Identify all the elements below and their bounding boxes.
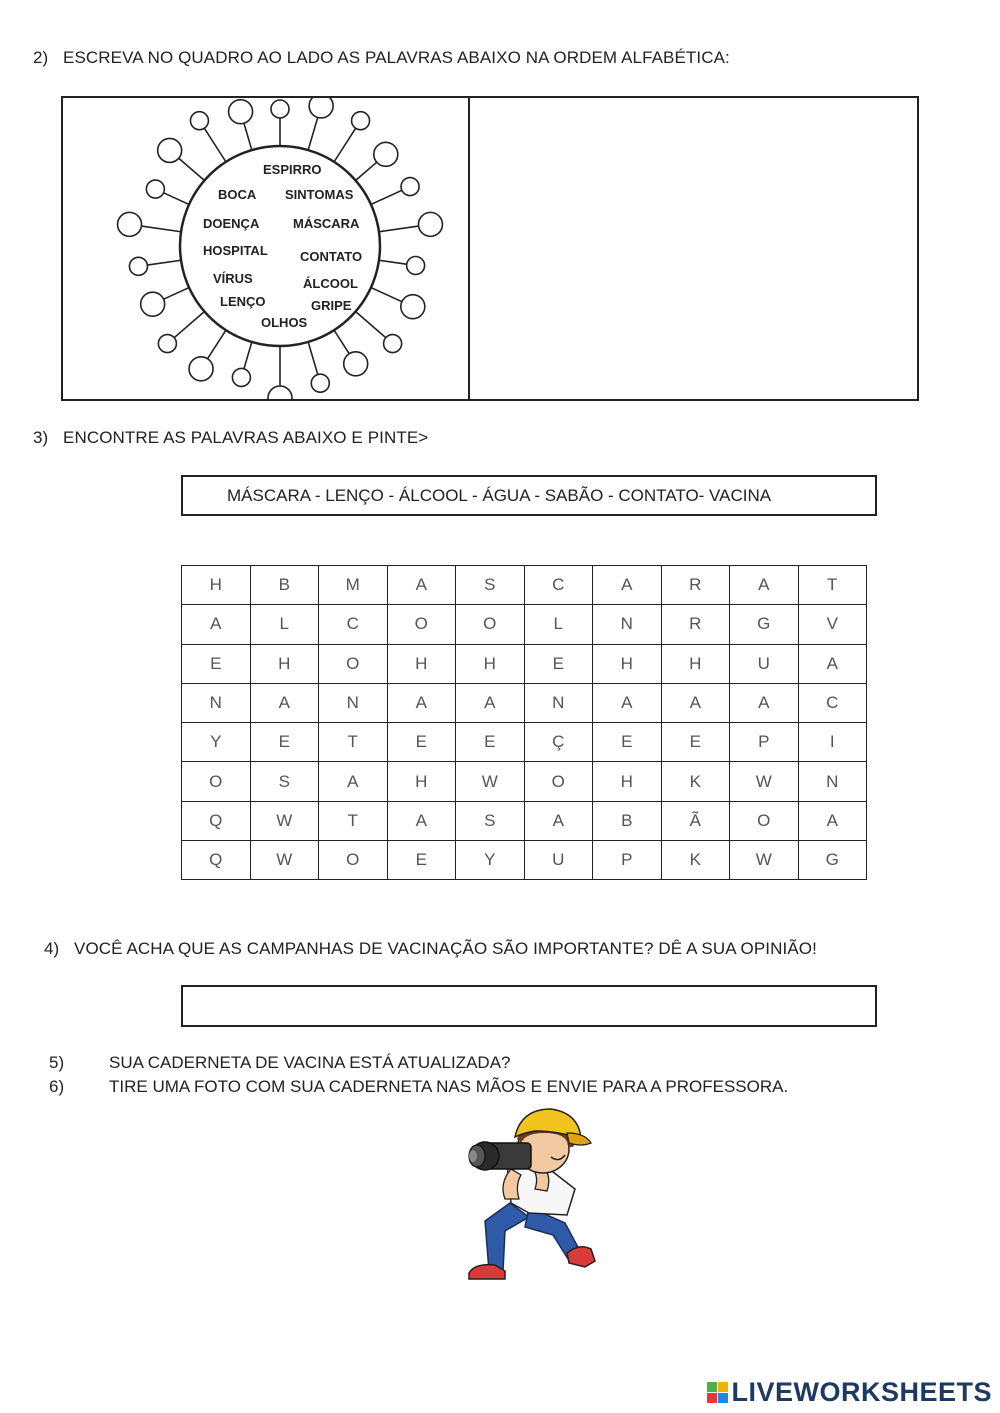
- grid-cell[interactable]: O: [182, 762, 251, 801]
- virus-spike: [179, 158, 205, 180]
- grid-cell[interactable]: Q: [182, 841, 251, 880]
- grid-cell[interactable]: H: [593, 762, 662, 801]
- q3-heading: [33, 428, 428, 448]
- grid-cell[interactable]: H: [593, 644, 662, 683]
- q4-answer-input[interactable]: [181, 985, 877, 1027]
- virus-spike-tip: [401, 295, 425, 319]
- virus-spike: [371, 288, 402, 302]
- grid-cell[interactable]: H: [387, 762, 456, 801]
- grid-cell[interactable]: T: [319, 801, 388, 840]
- virus-spike-tip: [229, 100, 253, 124]
- grid-cell[interactable]: W: [730, 762, 799, 801]
- grid-cell[interactable]: E: [593, 723, 662, 762]
- q4-heading: [44, 939, 817, 959]
- grid-cell[interactable]: A: [319, 762, 388, 801]
- grid-cell[interactable]: A: [661, 683, 730, 722]
- photographer-boy-illustration: [455, 1103, 605, 1285]
- virus-spike-tip: [309, 98, 333, 118]
- grid-row: [182, 566, 867, 605]
- virus-spike: [164, 193, 189, 205]
- q2-virus-panel: [63, 98, 470, 399]
- virus-spike-tip: [418, 212, 442, 236]
- virus-spike-tip: [190, 112, 208, 130]
- virus-spike-tip: [141, 292, 165, 316]
- grid-cell[interactable]: N: [798, 762, 867, 801]
- q2-text: ESCREVA NO QUADRO AO LADO AS PALAVRAS ABAIXO NA ORDEM ALFABÉTICA:: [63, 48, 730, 67]
- grid-cell[interactable]: Y: [456, 841, 525, 880]
- virus-illustration: [63, 98, 468, 399]
- virus-spike: [244, 342, 252, 369]
- virus-spike-tip: [311, 374, 329, 392]
- liveworksheets-logo-icon: [707, 1382, 728, 1403]
- virus-word: DOENÇA: [203, 216, 260, 231]
- grid-cell[interactable]: O: [456, 605, 525, 644]
- grid-row: [182, 683, 867, 722]
- grid-cell[interactable]: A: [798, 801, 867, 840]
- virus-spike: [204, 128, 226, 162]
- virus-word: MÁSCARA: [293, 216, 360, 231]
- virus-spike: [208, 330, 226, 359]
- grid-cell[interactable]: A: [730, 566, 799, 605]
- grid-cell[interactable]: H: [387, 644, 456, 683]
- grid-cell[interactable]: E: [182, 644, 251, 683]
- grid-cell[interactable]: U: [730, 644, 799, 683]
- grid-cell[interactable]: S: [250, 762, 319, 801]
- grid-cell[interactable]: A: [387, 566, 456, 605]
- grid-cell[interactable]: R: [661, 605, 730, 644]
- grid-cell[interactable]: E: [456, 723, 525, 762]
- q3-number: 3): [33, 428, 49, 447]
- virus-word: HOSPITAL: [203, 243, 268, 258]
- q6-number: 6): [49, 1077, 65, 1096]
- grid-cell[interactable]: O: [730, 801, 799, 840]
- virus-spike-tip: [401, 178, 419, 196]
- grid-cell[interactable]: Ç: [524, 723, 593, 762]
- grid-cell[interactable]: A: [387, 801, 456, 840]
- grid-cell[interactable]: A: [524, 801, 593, 840]
- grid-cell[interactable]: E: [387, 841, 456, 880]
- q2-answer-area[interactable]: [470, 98, 917, 399]
- grid-cell[interactable]: O: [319, 841, 388, 880]
- grid-cell[interactable]: A: [593, 683, 662, 722]
- virus-word: OLHOS: [261, 315, 308, 330]
- grid-cell[interactable]: Ã: [661, 801, 730, 840]
- grid-cell[interactable]: M: [319, 566, 388, 605]
- virus-spike-tip: [352, 112, 370, 130]
- grid-cell[interactable]: E: [387, 723, 456, 762]
- virus-spike-tip: [407, 256, 425, 274]
- q6-line: [49, 1077, 788, 1097]
- grid-row: [182, 605, 867, 644]
- grid-cell[interactable]: W: [250, 841, 319, 880]
- q5-number: 5): [49, 1053, 65, 1072]
- virus-spike-tip: [384, 335, 402, 353]
- virus-spike-tip: [232, 368, 250, 386]
- virus-spike-tip: [271, 100, 289, 118]
- virus-spike: [244, 123, 252, 150]
- grid-cell[interactable]: B: [250, 566, 319, 605]
- grid-cell[interactable]: V: [798, 605, 867, 644]
- brand-name: LIVEWORKSHEETS: [731, 1377, 992, 1407]
- grid-cell[interactable]: E: [250, 723, 319, 762]
- virus-spike-tip: [146, 180, 164, 198]
- grid-cell[interactable]: L: [524, 605, 593, 644]
- q2-heading: [33, 48, 730, 68]
- grid-cell[interactable]: W: [456, 762, 525, 801]
- q4-text: VOCÊ ACHA QUE AS CAMPANHAS DE VACINAÇÃO SÃO IMPORTANTE? DÊ A SUA OPINIÃO!: [74, 939, 817, 958]
- grid-cell[interactable]: S: [456, 566, 525, 605]
- grid-cell[interactable]: A: [593, 566, 662, 605]
- virus-word: SINTOMAS: [285, 187, 354, 202]
- grid-cell[interactable]: P: [730, 723, 799, 762]
- virus-spike: [147, 260, 181, 265]
- grid-cell[interactable]: N: [593, 605, 662, 644]
- grid-cell[interactable]: A: [182, 605, 251, 644]
- grid-cell[interactable]: S: [456, 801, 525, 840]
- grid-cell[interactable]: G: [730, 605, 799, 644]
- grid-cell[interactable]: N: [319, 683, 388, 722]
- grid-cell[interactable]: H: [182, 566, 251, 605]
- grid-cell[interactable]: C: [524, 566, 593, 605]
- virus-word: GRIPE: [311, 298, 352, 313]
- grid-cell[interactable]: K: [661, 841, 730, 880]
- virus-word: ESPIRRO: [263, 162, 322, 177]
- grid-cell[interactable]: A: [387, 683, 456, 722]
- grid-cell[interactable]: H: [250, 644, 319, 683]
- virus-spike-tip: [118, 212, 142, 236]
- grid-cell[interactable]: P: [593, 841, 662, 880]
- virus-spike: [164, 288, 189, 300]
- grid-cell[interactable]: T: [798, 566, 867, 605]
- liveworksheets-brand: [707, 1377, 992, 1408]
- q2-number: 2): [33, 48, 49, 67]
- grid-cell[interactable]: H: [661, 644, 730, 683]
- q5-line: [49, 1053, 511, 1073]
- virus-word: LENÇO: [220, 294, 266, 309]
- grid-row: [182, 644, 867, 683]
- grid-cell[interactable]: W: [730, 841, 799, 880]
- virus-spike-tip: [129, 257, 147, 275]
- q5-text: SUA CADERNETA DE VACINA ESTÁ ATUALIZADA?: [109, 1053, 511, 1072]
- virus-word: CONTATO: [300, 249, 363, 264]
- virus-word: VÍRUS: [213, 271, 253, 286]
- virus-spike-tip: [268, 386, 292, 399]
- word-search-grid: [181, 565, 867, 880]
- virus-word: BOCA: [218, 187, 257, 202]
- grid-cell[interactable]: L: [250, 605, 319, 644]
- virus-spike: [356, 162, 377, 180]
- grid-cell[interactable]: A: [456, 683, 525, 722]
- virus-word: ÁLCOOL: [303, 276, 358, 291]
- grid-cell[interactable]: N: [182, 683, 251, 722]
- grid-cell[interactable]: O: [524, 762, 593, 801]
- grid-cell[interactable]: Y: [182, 723, 251, 762]
- grid-cell[interactable]: G: [798, 841, 867, 880]
- virus-spike: [308, 342, 318, 375]
- grid-cell[interactable]: A: [250, 683, 319, 722]
- grid-cell[interactable]: K: [661, 762, 730, 801]
- grid-cell[interactable]: O: [387, 605, 456, 644]
- grid-row: [182, 841, 867, 880]
- grid-cell[interactable]: Q: [182, 801, 251, 840]
- grid-cell[interactable]: W: [250, 801, 319, 840]
- grid-cell[interactable]: O: [319, 644, 388, 683]
- virus-spike: [371, 190, 402, 204]
- grid-cell[interactable]: N: [524, 683, 593, 722]
- virus-spike: [379, 226, 419, 232]
- grid-cell[interactable]: I: [798, 723, 867, 762]
- grid-cell[interactable]: U: [524, 841, 593, 880]
- grid-cell[interactable]: B: [593, 801, 662, 840]
- virus-spike-tip: [374, 142, 398, 166]
- grid-row: [182, 801, 867, 840]
- grid-cell[interactable]: R: [661, 566, 730, 605]
- grid-cell[interactable]: C: [798, 683, 867, 722]
- virus-spike-tip: [189, 357, 213, 381]
- q4-number: 4): [44, 939, 60, 958]
- virus-spike: [174, 311, 204, 337]
- grid-cell[interactable]: C: [319, 605, 388, 644]
- grid-cell[interactable]: E: [524, 644, 593, 683]
- virus-spike-tip: [344, 352, 368, 376]
- q2-box: [61, 96, 919, 401]
- virus-spike: [334, 330, 349, 354]
- grid-row: [182, 723, 867, 762]
- grid-cell[interactable]: T: [319, 723, 388, 762]
- q3-text: ENCONTRE AS PALAVRAS ABAIXO E PINTE>: [63, 428, 429, 447]
- grid-row: [182, 762, 867, 801]
- grid-cell[interactable]: A: [798, 644, 867, 683]
- word-bank: MÁSCARA - LENÇO - ÁLCOOL - ÁGUA - SABÃO - CONTATO- VACINA: [181, 475, 877, 516]
- grid-cell[interactable]: H: [456, 644, 525, 683]
- virus-spike: [308, 117, 318, 150]
- grid-cell[interactable]: A: [730, 683, 799, 722]
- q6-text: TIRE UMA FOTO COM SUA CADERNETA NAS MÃOS E ENVIE PARA A PROFESSORA.: [109, 1077, 789, 1096]
- grid-cell[interactable]: E: [661, 723, 730, 762]
- virus-spike: [141, 226, 181, 232]
- virus-spike: [356, 311, 386, 337]
- virus-spike: [379, 260, 407, 264]
- virus-spike: [334, 128, 356, 162]
- virus-spike-tip: [158, 138, 182, 162]
- virus-spike-tip: [158, 335, 176, 353]
